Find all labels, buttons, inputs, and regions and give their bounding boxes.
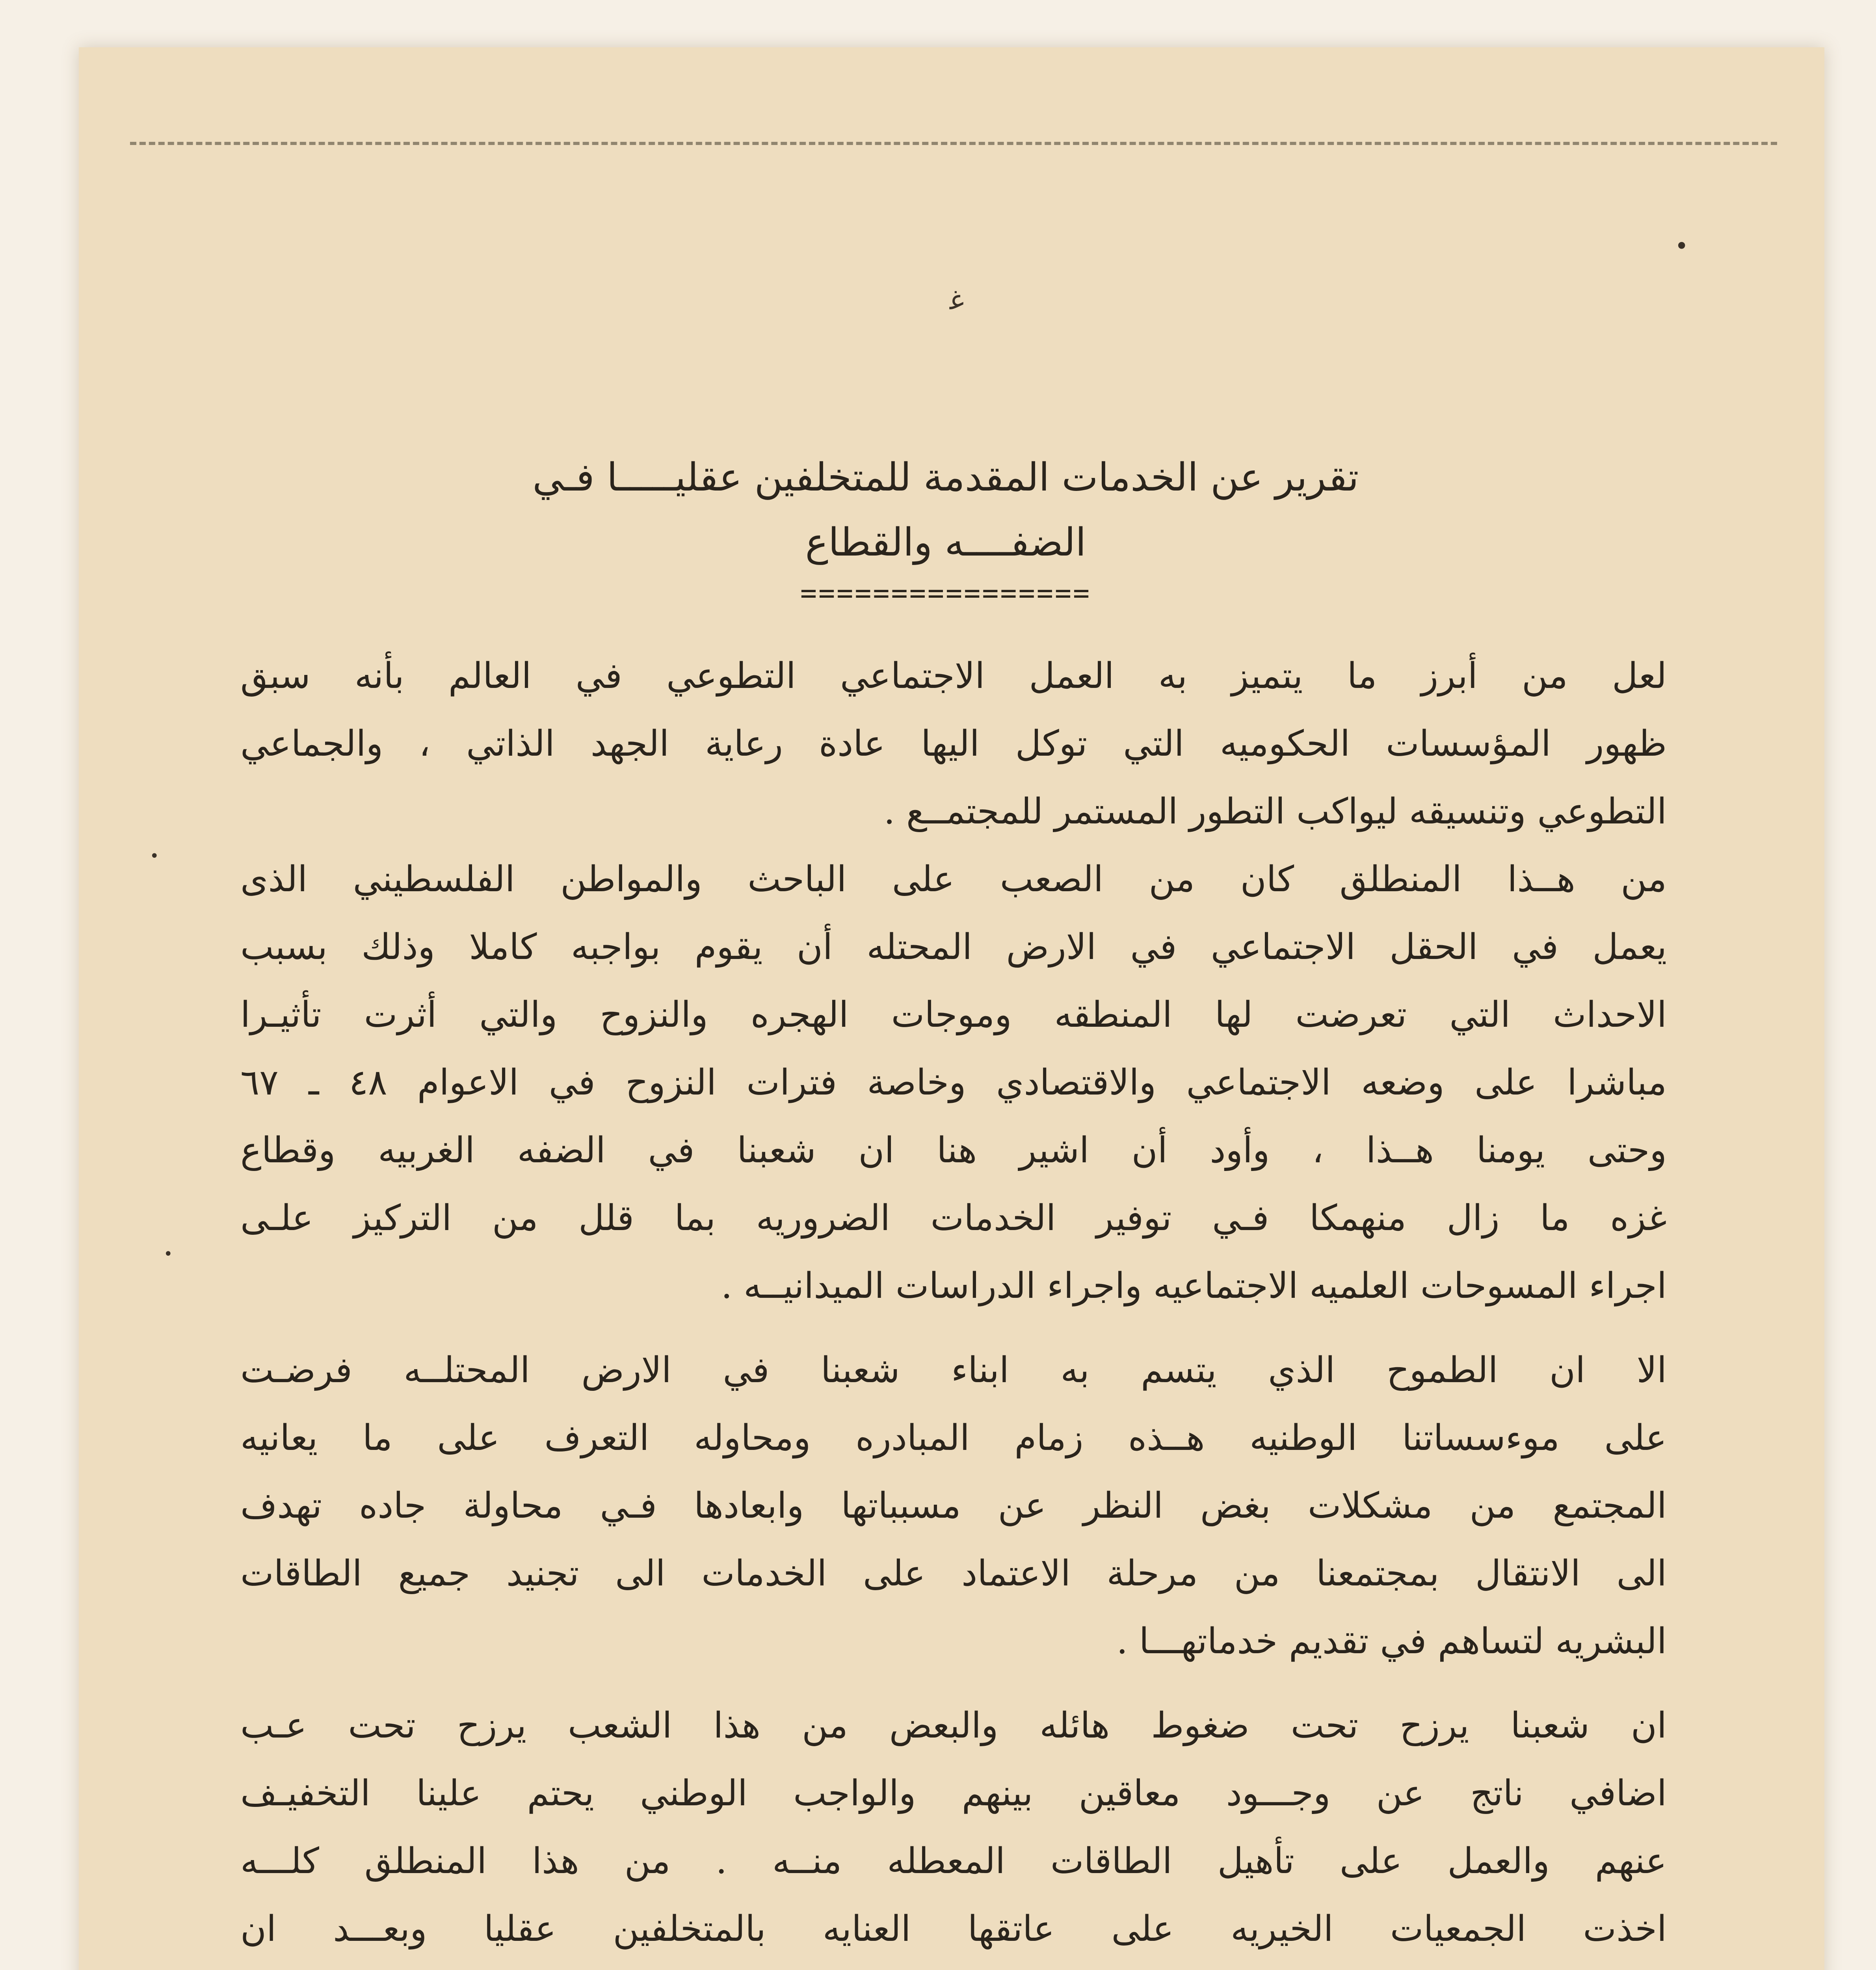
text-line: الاحداث التي تعرضت لها المنطقه وموجات الهجره والنزوح والتي أثرت تأثيـرا bbox=[240, 994, 1667, 1035]
ink-dot: • bbox=[164, 1245, 173, 1263]
document-title bbox=[236, 445, 1655, 611]
text-line: المجتمع من مشكلات بغض النظر عن مسبباتها وابعادها فـي محاولة جاده تهدف bbox=[240, 1485, 1667, 1526]
title-line-1: تقرير عن الخدمات المقدمة للمتخلفين عقليـــــا فـي bbox=[532, 455, 1359, 500]
ink-dot: • bbox=[1675, 232, 1689, 260]
title-underline: ================ bbox=[800, 577, 1091, 609]
document-page bbox=[79, 47, 1824, 1970]
text-line: التطوعي وتنسيقه ليواكب التطور المستمر للمجتمــع . bbox=[883, 791, 1667, 832]
paragraph-4 bbox=[240, 1692, 1667, 1970]
text-line: البشريه لتساهم في تقديم خدماتهـــا . bbox=[1116, 1621, 1667, 1662]
handwritten-mark: ﻏ bbox=[950, 284, 964, 316]
document-body bbox=[240, 642, 1667, 1970]
text-line: مباشرا على وضعه الاجتماعي والاقتصادي وخاصة فترات النزوح في الاعوام ٤٨ ـ ٦٧ bbox=[240, 1062, 1667, 1103]
text-line: اضافي ناتج عن وجـــود معاقين بينهم والواجب الوطني يحتم علينا التخفيـف bbox=[240, 1773, 1667, 1814]
text-line: لعل من أبرز ما يتميز به العمل الاجتماعي التطوعي في العالم بأنه سبق bbox=[240, 655, 1667, 697]
paragraph-3 bbox=[240, 1336, 1667, 1675]
text-line: الا ان الطموح الذي يتسم به ابناء شعبنا في الارض المحتلــه فرضـت bbox=[240, 1349, 1667, 1391]
title-line-2: الضفــــه والقطاع bbox=[805, 520, 1086, 565]
text-line: على موءسساتنا الوطنيه هــذه زمام المبادره ومحاوله التعرف على ما يعانيه bbox=[240, 1417, 1667, 1459]
text-line: عنهم والعمل على تأهيل الطاقات المعطله منــه . من هذا المنطلق كلـــه bbox=[240, 1840, 1667, 1882]
text-line: يعمل في الحقل الاجتماعي في الارض المحتله أن يقوم بواجبه كاملا وذلك بسبب bbox=[240, 926, 1667, 968]
text-line: غزه ما زال منهمكا فـي توفير الخدمات الضروريه بما قلل من التركيز علـى bbox=[240, 1197, 1667, 1239]
text-line: اخذت الجمعيات الخيريه على عاتقها العنايه بالمتخلفين عقليا وبعـــد ان bbox=[240, 1908, 1667, 1950]
text-line: اجراء المسوحات العلميه الاجتماعيه واجراء الدراسات الميدانيــه . bbox=[721, 1265, 1667, 1307]
text-line: الى الانتقال بمجتمعنا من مرحلة الاعتماد على الخدمات الى تجنيد جميع الطاقات bbox=[240, 1553, 1667, 1594]
text-line: ان شعبنا يرزح تحت ضغوط هائله والبعض من هذا الشعب يرزح تحت عـب bbox=[240, 1705, 1667, 1746]
paragraph-1 bbox=[240, 642, 1667, 846]
text-line: من هــذا المنطلق كان من الصعب على الباحث والمواطن الفلسطيني الذى bbox=[240, 859, 1667, 900]
text-line: ظهور المؤسسات الحكوميه التي توكل اليها عادة رعاية الجهد الذاتي ، والجماعي bbox=[240, 723, 1667, 764]
text-line bbox=[240, 1963, 1667, 1970]
ink-dot: • bbox=[150, 847, 159, 865]
top-dashed-rule bbox=[130, 142, 1777, 145]
paragraph-2 bbox=[240, 846, 1667, 1320]
text-line: وحتى يومنا هــذا ، وأود أن اشير هنا ان شعبنا في الضفه الغربيه وقطاع bbox=[240, 1130, 1667, 1171]
